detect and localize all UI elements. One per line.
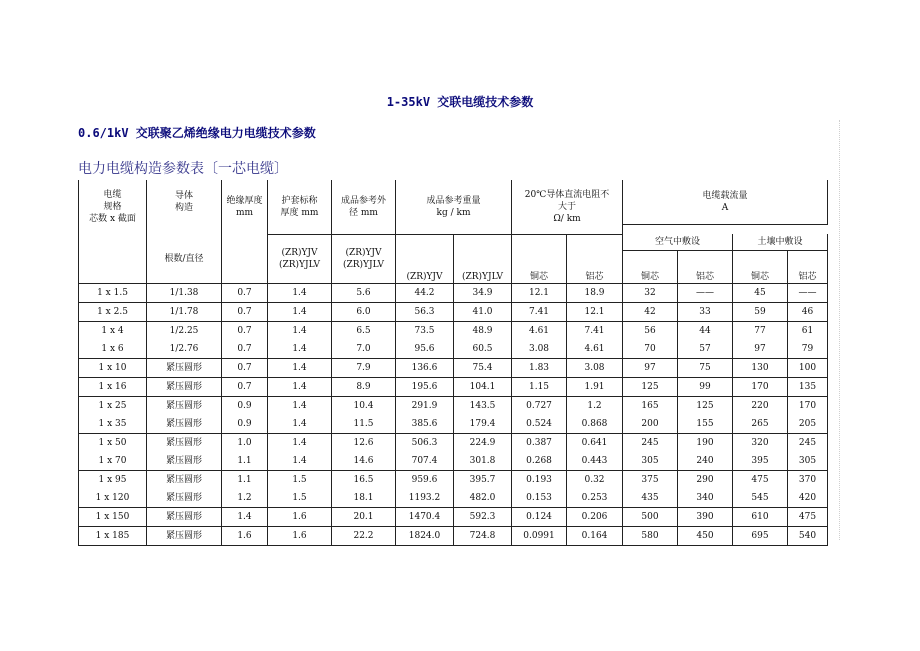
table-cell-spec: 1 x 120 (79, 489, 147, 508)
table-cell-sheath: 1.4 (268, 303, 332, 322)
table-cell-air_cu: 435 (623, 489, 678, 508)
table-cell-ins: 0.7 (222, 303, 268, 322)
header-soil: 土壤中敷设 (733, 234, 828, 251)
header-ampacity (623, 180, 828, 224)
table-cell-sheath: 1.6 (268, 508, 332, 527)
table-cell-w_yjv: 136.6 (396, 359, 454, 378)
table-cell-w_yjv: 385.6 (396, 415, 454, 434)
table-cell-soil_al: 100 (788, 359, 828, 378)
header-blank-2 (222, 234, 268, 284)
header-air-copper: 铜芯 (623, 251, 678, 284)
header-diameter-type-1: (ZR)YJV (345, 247, 382, 258)
table-cell-dia: 18.1 (332, 489, 396, 508)
table-cell-soil_cu: 59 (733, 303, 788, 322)
table-cell-soil_cu: 170 (733, 378, 788, 397)
header-insulation: 绝缘厚度 mm (222, 180, 268, 234)
header-cable-spec (79, 180, 147, 234)
table-cell-w_yjv: 195.6 (396, 378, 454, 397)
header-sheath-type-2: (ZR)YJLV (278, 259, 320, 270)
table-cell-dia: 20.1 (332, 508, 396, 527)
table-cell-r_cu: 0.524 (512, 415, 567, 434)
table-cell-r_al: 0.443 (567, 452, 623, 471)
table-cell-cond: 1/1.78 (147, 303, 222, 322)
table-cell-r_cu: 1.15 (512, 378, 567, 397)
header-resistance-line3: Ω/ km (553, 213, 581, 224)
table-cell-soil_al: 135 (788, 378, 828, 397)
table-row (79, 508, 828, 527)
header-sheath (268, 180, 332, 234)
page-margin-guide (839, 120, 841, 540)
table-cell-w_yjlv: 179.4 (454, 415, 512, 434)
document-subtitle: 0.6/1kV 交联聚乙烯绝缘电力电缆技术参数 (78, 126, 316, 140)
table-cell-w_yjv: 44.2 (396, 284, 454, 303)
table-cell-air_al: 125 (678, 397, 733, 416)
table-cell-air_cu: 580 (623, 527, 678, 546)
header-soil-aluminum: 铝芯 (788, 251, 828, 284)
header-ampacity-line2: A (721, 202, 729, 213)
table-cell-spec: 1 x 150 (79, 508, 147, 527)
table-cell-cond: 紧压圆形 (147, 527, 222, 546)
table-cell-cond: 1/2.76 (147, 340, 222, 359)
table-cell-sheath: 1.5 (268, 489, 332, 508)
table-cell-spec: 1 x 50 (79, 434, 147, 453)
table-cell-w_yjv: 73.5 (396, 322, 454, 341)
header-weight-yjv: (ZR)YJV (396, 234, 454, 284)
table-cell-w_yjlv: 41.0 (454, 303, 512, 322)
table-row (79, 434, 828, 453)
table-cell-cond: 紧压圆形 (147, 359, 222, 378)
table-cell-soil_cu: 220 (733, 397, 788, 416)
table-cell-air_cu: 125 (623, 378, 678, 397)
table-cell-sheath: 1.4 (268, 284, 332, 303)
table-cell-spec: 1 x 6 (79, 340, 147, 359)
table-cell-w_yjv: 1824.0 (396, 527, 454, 546)
table-cell-r_al: 0.164 (567, 527, 623, 546)
table-cell-air_al: 44 (678, 322, 733, 341)
table-cell-air_al: 33 (678, 303, 733, 322)
table-cell-ins: 1.1 (222, 471, 268, 490)
table-cell-air_cu: 375 (623, 471, 678, 490)
table-data-rows (79, 284, 828, 546)
table-cell-spec: 1 x 70 (79, 452, 147, 471)
table-cell-air_al: 75 (678, 359, 733, 378)
table-cell-ins: 0.7 (222, 322, 268, 341)
header-sheath-line2: 厚度 mm (280, 207, 319, 218)
table-cell-cond: 紧压圆形 (147, 415, 222, 434)
table-cell-r_cu: 0.387 (512, 434, 567, 453)
table-cell-air_cu: 97 (623, 359, 678, 378)
header-diameter-line2: 径 mm (349, 207, 378, 218)
table-cell-spec: 1 x 35 (79, 415, 147, 434)
header-conductor-line1: 导体 (174, 191, 193, 201)
table-cell-sheath: 1.4 (268, 322, 332, 341)
table-cell-air_al: 390 (678, 508, 733, 527)
table-cell-r_al: 18.9 (567, 284, 623, 303)
table-row (79, 284, 828, 303)
table-cell-r_al: 0.641 (567, 434, 623, 453)
table-cell-sheath: 1.4 (268, 452, 332, 471)
table-row (79, 378, 828, 397)
table-cell-soil_cu: 395 (733, 452, 788, 471)
table-cell-r_al: 3.08 (567, 359, 623, 378)
header-cable-spec-line2: 规格 (103, 202, 122, 212)
table-cell-ins: 1.2 (222, 489, 268, 508)
table-cell-w_yjlv: 104.1 (454, 378, 512, 397)
header-ampacity-line1: 电缆载流量 (702, 190, 748, 201)
table-row (79, 527, 828, 546)
table-cell-soil_al: 61 (788, 322, 828, 341)
table-cell-ins: 0.7 (222, 340, 268, 359)
table-cell-soil_cu: 45 (733, 284, 788, 303)
header-conductor-sub: 根数/直径 (147, 234, 222, 284)
table-cell-sheath: 1.4 (268, 434, 332, 453)
header-blank-1 (79, 234, 147, 284)
table-cell-soil_al: 79 (788, 340, 828, 359)
table-cell-w_yjv: 707.4 (396, 452, 454, 471)
table-cell-soil_al: 370 (788, 471, 828, 490)
table-cell-w_yjlv: 75.4 (454, 359, 512, 378)
header-sheath-type-1: (ZR)YJV (281, 247, 318, 258)
table-cell-w_yjv: 1470.4 (396, 508, 454, 527)
table-cell-air_al: 290 (678, 471, 733, 490)
table-cell-sheath: 1.4 (268, 340, 332, 359)
table-cell-air_al: 155 (678, 415, 733, 434)
table-cell-ins: 0.7 (222, 378, 268, 397)
table-cell-air_al: 57 (678, 340, 733, 359)
table-cell-ins: 0.9 (222, 397, 268, 416)
table-cell-cond: 紧压圆形 (147, 378, 222, 397)
table-cell-air_cu: 305 (623, 452, 678, 471)
table-cell-w_yjlv: 143.5 (454, 397, 512, 416)
header-resistance-line2: 大于 (558, 201, 577, 212)
table-row (79, 340, 828, 359)
table-cell-sheath: 1.4 (268, 378, 332, 397)
table-cell-w_yjv: 1193.2 (396, 489, 454, 508)
table-cell-spec: 1 x 25 (79, 397, 147, 416)
table-cell-r_cu: 12.1 (512, 284, 567, 303)
table-cell-spec: 1 x 1.5 (79, 284, 147, 303)
table-cell-r_cu: 7.41 (512, 303, 567, 322)
cable-parameter-table (78, 180, 828, 546)
table-row (79, 471, 828, 490)
table-cell-cond: 紧压圆形 (147, 508, 222, 527)
table-cell-w_yjv: 959.6 (396, 471, 454, 490)
table-cell-ins: 1.1 (222, 452, 268, 471)
table-cell-air_cu: 42 (623, 303, 678, 322)
table-cell-soil_al: 46 (788, 303, 828, 322)
table-cell-ins: 1.0 (222, 434, 268, 453)
table-cell-cond: 1/2.25 (147, 322, 222, 341)
table-cell-cond: 紧压圆形 (147, 471, 222, 490)
table-cell-sheath: 1.4 (268, 415, 332, 434)
header-conductor-spacer (147, 224, 222, 234)
table-cell-sheath: 1.4 (268, 359, 332, 378)
table-cell-w_yjv: 506.3 (396, 434, 454, 453)
table-cell-r_cu: 0.124 (512, 508, 567, 527)
header-weight (396, 180, 512, 234)
table-cell-air_cu: 70 (623, 340, 678, 359)
table-cell-soil_al: 205 (788, 415, 828, 434)
table-cell-air_cu: 165 (623, 397, 678, 416)
table-cell-soil_al: 170 (788, 397, 828, 416)
table-cell-soil_al: 420 (788, 489, 828, 508)
table-row (79, 303, 828, 322)
table-cell-w_yjlv: 592.3 (454, 508, 512, 527)
table-cell-cond: 紧压圆形 (147, 489, 222, 508)
table-cell-sheath: 1.4 (268, 397, 332, 416)
table-cell-dia: 6.0 (332, 303, 396, 322)
table-cell-dia: 6.5 (332, 322, 396, 341)
table-row (79, 397, 828, 416)
table-cell-soil_al: 540 (788, 527, 828, 546)
table-cell-r_cu: 0.153 (512, 489, 567, 508)
header-conductor-line2: 构造 (174, 203, 193, 213)
table-cell-dia: 7.0 (332, 340, 396, 359)
table-cell-spec: 1 x 16 (79, 378, 147, 397)
table-cell-r_al: 0.32 (567, 471, 623, 490)
header-cable-spec-line3: 芯数 x 截面 (89, 214, 136, 224)
table-cell-r_cu: 1.83 (512, 359, 567, 378)
table-cell-r_cu: 0.727 (512, 397, 567, 416)
table-cell-soil_al: 475 (788, 508, 828, 527)
table-cell-r_al: 0.253 (567, 489, 623, 508)
table-cell-air_cu: 32 (623, 284, 678, 303)
table-cell-w_yjv: 56.3 (396, 303, 454, 322)
table-cell-dia: 8.9 (332, 378, 396, 397)
table-cell-r_al: 12.1 (567, 303, 623, 322)
table-caption: 电力电缆构造参数表〔一芯电缆〕 (78, 161, 288, 177)
table-cell-soil_al: —— (788, 284, 828, 303)
table-cell-air_cu: 200 (623, 415, 678, 434)
table-cell-r_al: 4.61 (567, 340, 623, 359)
table-cell-spec: 1 x 4 (79, 322, 147, 341)
table-cell-soil_cu: 610 (733, 508, 788, 527)
header-res-aluminum: 铝芯 (567, 234, 623, 284)
table-cell-w_yjlv: 34.9 (454, 284, 512, 303)
table-cell-dia: 5.6 (332, 284, 396, 303)
table-cell-spec: 1 x 95 (79, 471, 147, 490)
table-cell-soil_cu: 97 (733, 340, 788, 359)
table-cell-ins: 1.4 (222, 508, 268, 527)
table-cell-soil_cu: 475 (733, 471, 788, 490)
table-cell-cond: 紧压圆形 (147, 397, 222, 416)
table-cell-w_yjv: 291.9 (396, 397, 454, 416)
table-cell-spec: 1 x 185 (79, 527, 147, 546)
table-cell-cond: 紧压圆形 (147, 434, 222, 453)
table-cell-dia: 12.6 (332, 434, 396, 453)
table-cell-air_al: 99 (678, 378, 733, 397)
table-cell-dia: 11.5 (332, 415, 396, 434)
table-cell-w_yjlv: 60.5 (454, 340, 512, 359)
document-title: 1-35kV 交联电缆技术参数 (386, 95, 534, 109)
table-cell-r_al: 0.206 (567, 508, 623, 527)
table-row (79, 415, 828, 434)
header-resistance-line1: 20℃导体直流电阻不 (524, 189, 610, 200)
table-cell-r_cu: 0.268 (512, 452, 567, 471)
table-cell-air_al: 450 (678, 527, 733, 546)
table-cell-r_cu: 3.08 (512, 340, 567, 359)
header-air: 空气中敷设 (623, 234, 733, 251)
table-cell-dia: 7.9 (332, 359, 396, 378)
table-cell-w_yjlv: 48.9 (454, 322, 512, 341)
table-cell-air_cu: 245 (623, 434, 678, 453)
table-cell-dia: 22.2 (332, 527, 396, 546)
table-cell-r_al: 1.2 (567, 397, 623, 416)
table-cell-sheath: 1.5 (268, 471, 332, 490)
header-conductor (147, 180, 222, 224)
header-diameter-types (332, 234, 396, 284)
table-cell-air_al: 240 (678, 452, 733, 471)
table-cell-w_yjlv: 301.8 (454, 452, 512, 471)
table-cell-spec: 1 x 10 (79, 359, 147, 378)
table-cell-r_al: 7.41 (567, 322, 623, 341)
table-cell-soil_al: 305 (788, 452, 828, 471)
table-cell-air_al: 340 (678, 489, 733, 508)
header-sheath-line1: 护套标称 (281, 195, 318, 206)
table-cell-r_cu: 0.0991 (512, 527, 567, 546)
table-cell-ins: 0.7 (222, 284, 268, 303)
table-cell-ins: 1.6 (222, 527, 268, 546)
header-resistance (512, 180, 623, 234)
table-cell-soil_al: 245 (788, 434, 828, 453)
table-cell-r_al: 1.91 (567, 378, 623, 397)
header-weight-yjlv: (ZR)YJLV (454, 234, 512, 284)
table-cell-soil_cu: 695 (733, 527, 788, 546)
table-cell-soil_cu: 545 (733, 489, 788, 508)
table-cell-w_yjlv: 224.9 (454, 434, 512, 453)
table-cell-soil_cu: 265 (733, 415, 788, 434)
table-cell-spec: 1 x 2.5 (79, 303, 147, 322)
header-weight-line1: 成品参考重量 (426, 195, 481, 206)
header-air-aluminum: 铝芯 (678, 251, 733, 284)
table-cell-air_cu: 500 (623, 508, 678, 527)
header-sheath-types (268, 234, 332, 284)
table-cell-r_al: 0.868 (567, 415, 623, 434)
header-diameter-type-2: (ZR)YJLV (342, 259, 384, 270)
table-cell-soil_cu: 130 (733, 359, 788, 378)
table-cell-w_yjv: 95.6 (396, 340, 454, 359)
header-weight-line2: kg / km (436, 207, 471, 218)
table-cell-air_al: 190 (678, 434, 733, 453)
table-cell-ins: 0.9 (222, 415, 268, 434)
header-cable-spec-line1: 电缆 (103, 190, 122, 200)
table-cell-soil_cu: 77 (733, 322, 788, 341)
header-diameter-line1: 成品参考外 (340, 195, 386, 206)
table-cell-dia: 14.6 (332, 452, 396, 471)
table-cell-cond: 紧压圆形 (147, 452, 222, 471)
header-soil-copper: 铜芯 (733, 251, 788, 284)
table-cell-soil_cu: 320 (733, 434, 788, 453)
table-cell-w_yjlv: 482.0 (454, 489, 512, 508)
table-cell-dia: 16.5 (332, 471, 396, 490)
table-cell-r_cu: 4.61 (512, 322, 567, 341)
header-diameter (332, 180, 396, 234)
table-cell-air_al: —— (678, 284, 733, 303)
table-cell-w_yjlv: 724.8 (454, 527, 512, 546)
table-row (79, 322, 828, 341)
table-cell-cond: 1/1.38 (147, 284, 222, 303)
table-row (79, 359, 828, 378)
table-cell-ins: 0.7 (222, 359, 268, 378)
header-res-copper: 铜芯 (512, 234, 567, 284)
table-cell-air_cu: 56 (623, 322, 678, 341)
table-cell-w_yjlv: 395.7 (454, 471, 512, 490)
table-cell-r_cu: 0.193 (512, 471, 567, 490)
table-row (79, 452, 828, 471)
table-row (79, 489, 828, 508)
table-cell-dia: 10.4 (332, 397, 396, 416)
table-cell-sheath: 1.6 (268, 527, 332, 546)
